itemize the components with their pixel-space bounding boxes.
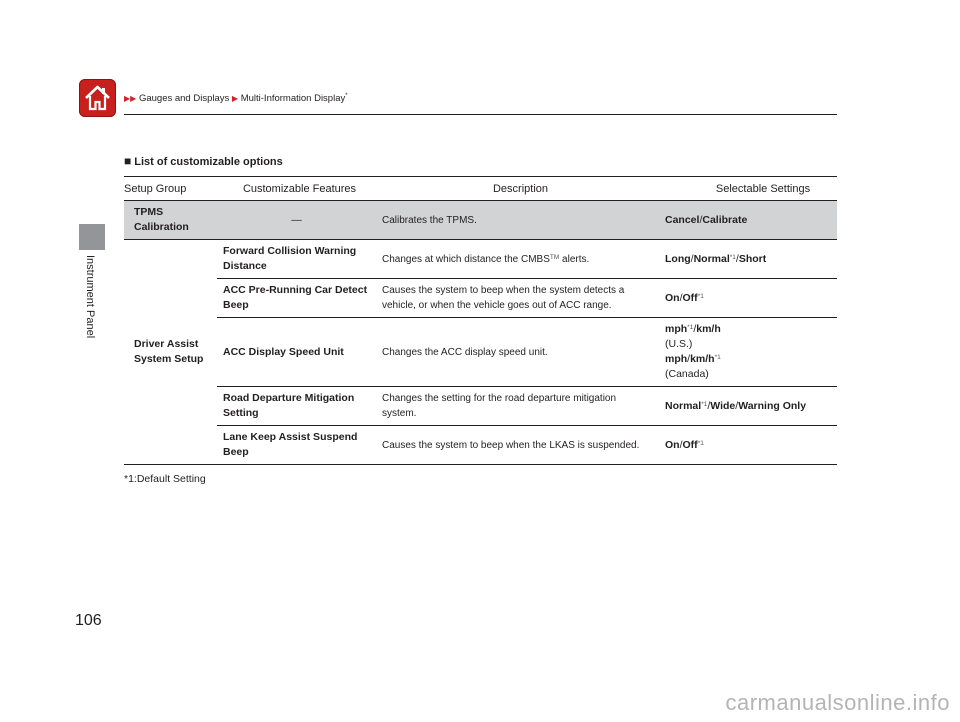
arrow-right-icon: ▶ (231, 94, 239, 104)
setting-option: Calibrate (702, 213, 748, 226)
feature-cell: ACC Display Speed Unit (217, 318, 376, 387)
feature-cell: Road Departure Mitigation Setting (217, 387, 376, 426)
description-cell: Changes at which distance the CMBS™ alerts. (376, 240, 659, 279)
feature-cell: ACC Pre-Running Car Detect Beep (217, 279, 376, 318)
home-button[interactable] (79, 79, 116, 117)
square-bullet-icon: ■ (124, 154, 132, 168)
watermark: carmanualsonline.info (725, 690, 950, 715)
header-divider (124, 114, 837, 115)
feature-cell: Forward Collision Warning Distance (217, 240, 376, 279)
settings-cell: Normal$^{*1}$/Wide/Warning Only (659, 387, 837, 426)
breadcrumb (124, 93, 348, 104)
page-number: 106 (75, 612, 102, 629)
table-row (124, 240, 837, 279)
home-icon (83, 84, 112, 112)
settings-cell: Cancel/Calibrate (659, 201, 837, 240)
table-header-row (124, 177, 837, 201)
description-cell: Changes the ACC display speed unit. (376, 318, 659, 387)
description-cell: Calibrates the TPMS. (376, 201, 659, 240)
header-description: Description (376, 177, 659, 201)
table-row (124, 426, 837, 465)
feature-cell: Lane Keep Assist Suspend Beep (217, 426, 376, 465)
setting-option: Cancel (665, 213, 700, 226)
header-settings: Selectable Settings (659, 177, 837, 201)
settings-cell: mph$^{*1}$/km/h (U.S.) mph/km/h$^{*1}$ (Canada) (659, 318, 837, 387)
customizable-options-table (124, 176, 837, 465)
group-cell: TPMS Calibration (124, 201, 217, 240)
feature-cell: — (217, 201, 376, 240)
table-row (124, 387, 837, 426)
breadcrumb-mark: * (345, 93, 348, 99)
table-row (124, 318, 837, 387)
chapter-tab[interactable] (79, 224, 105, 250)
settings-cell: On/Off$^{*1}$ (659, 426, 837, 465)
chapter-label: Instrument Panel (84, 255, 96, 339)
group-cell: Driver Assist System Setup (124, 240, 217, 465)
breadcrumb-link-mid[interactable]: Multi-Information Display (240, 93, 346, 105)
footnote: *1:Default Setting (124, 473, 206, 485)
breadcrumb-link-gauges[interactable]: Gauges and Displays (138, 93, 230, 105)
table-row (124, 279, 837, 318)
section-title-text: List of customizable options (134, 156, 283, 168)
section-title (124, 154, 283, 168)
header-setup-group: Setup Group (124, 177, 217, 201)
description-cell: Causes the system to beep when the LKAS is suspended. (376, 426, 659, 465)
settings-cell: On/Off$^{*1}$ (659, 279, 837, 318)
description-cell: Causes the system to beep when the system detects a vehicle, or when the vehicle goes out of ACC range. (376, 279, 659, 318)
arrow-right-icon: ▶▶ (124, 94, 137, 104)
header-features: Customizable Features (217, 177, 376, 201)
description-cell: Changes the setting for the road departure mitigation system. (376, 387, 659, 426)
table-row (124, 201, 837, 240)
settings-cell: Long/Normal$^{*1}$/Short (659, 240, 837, 279)
